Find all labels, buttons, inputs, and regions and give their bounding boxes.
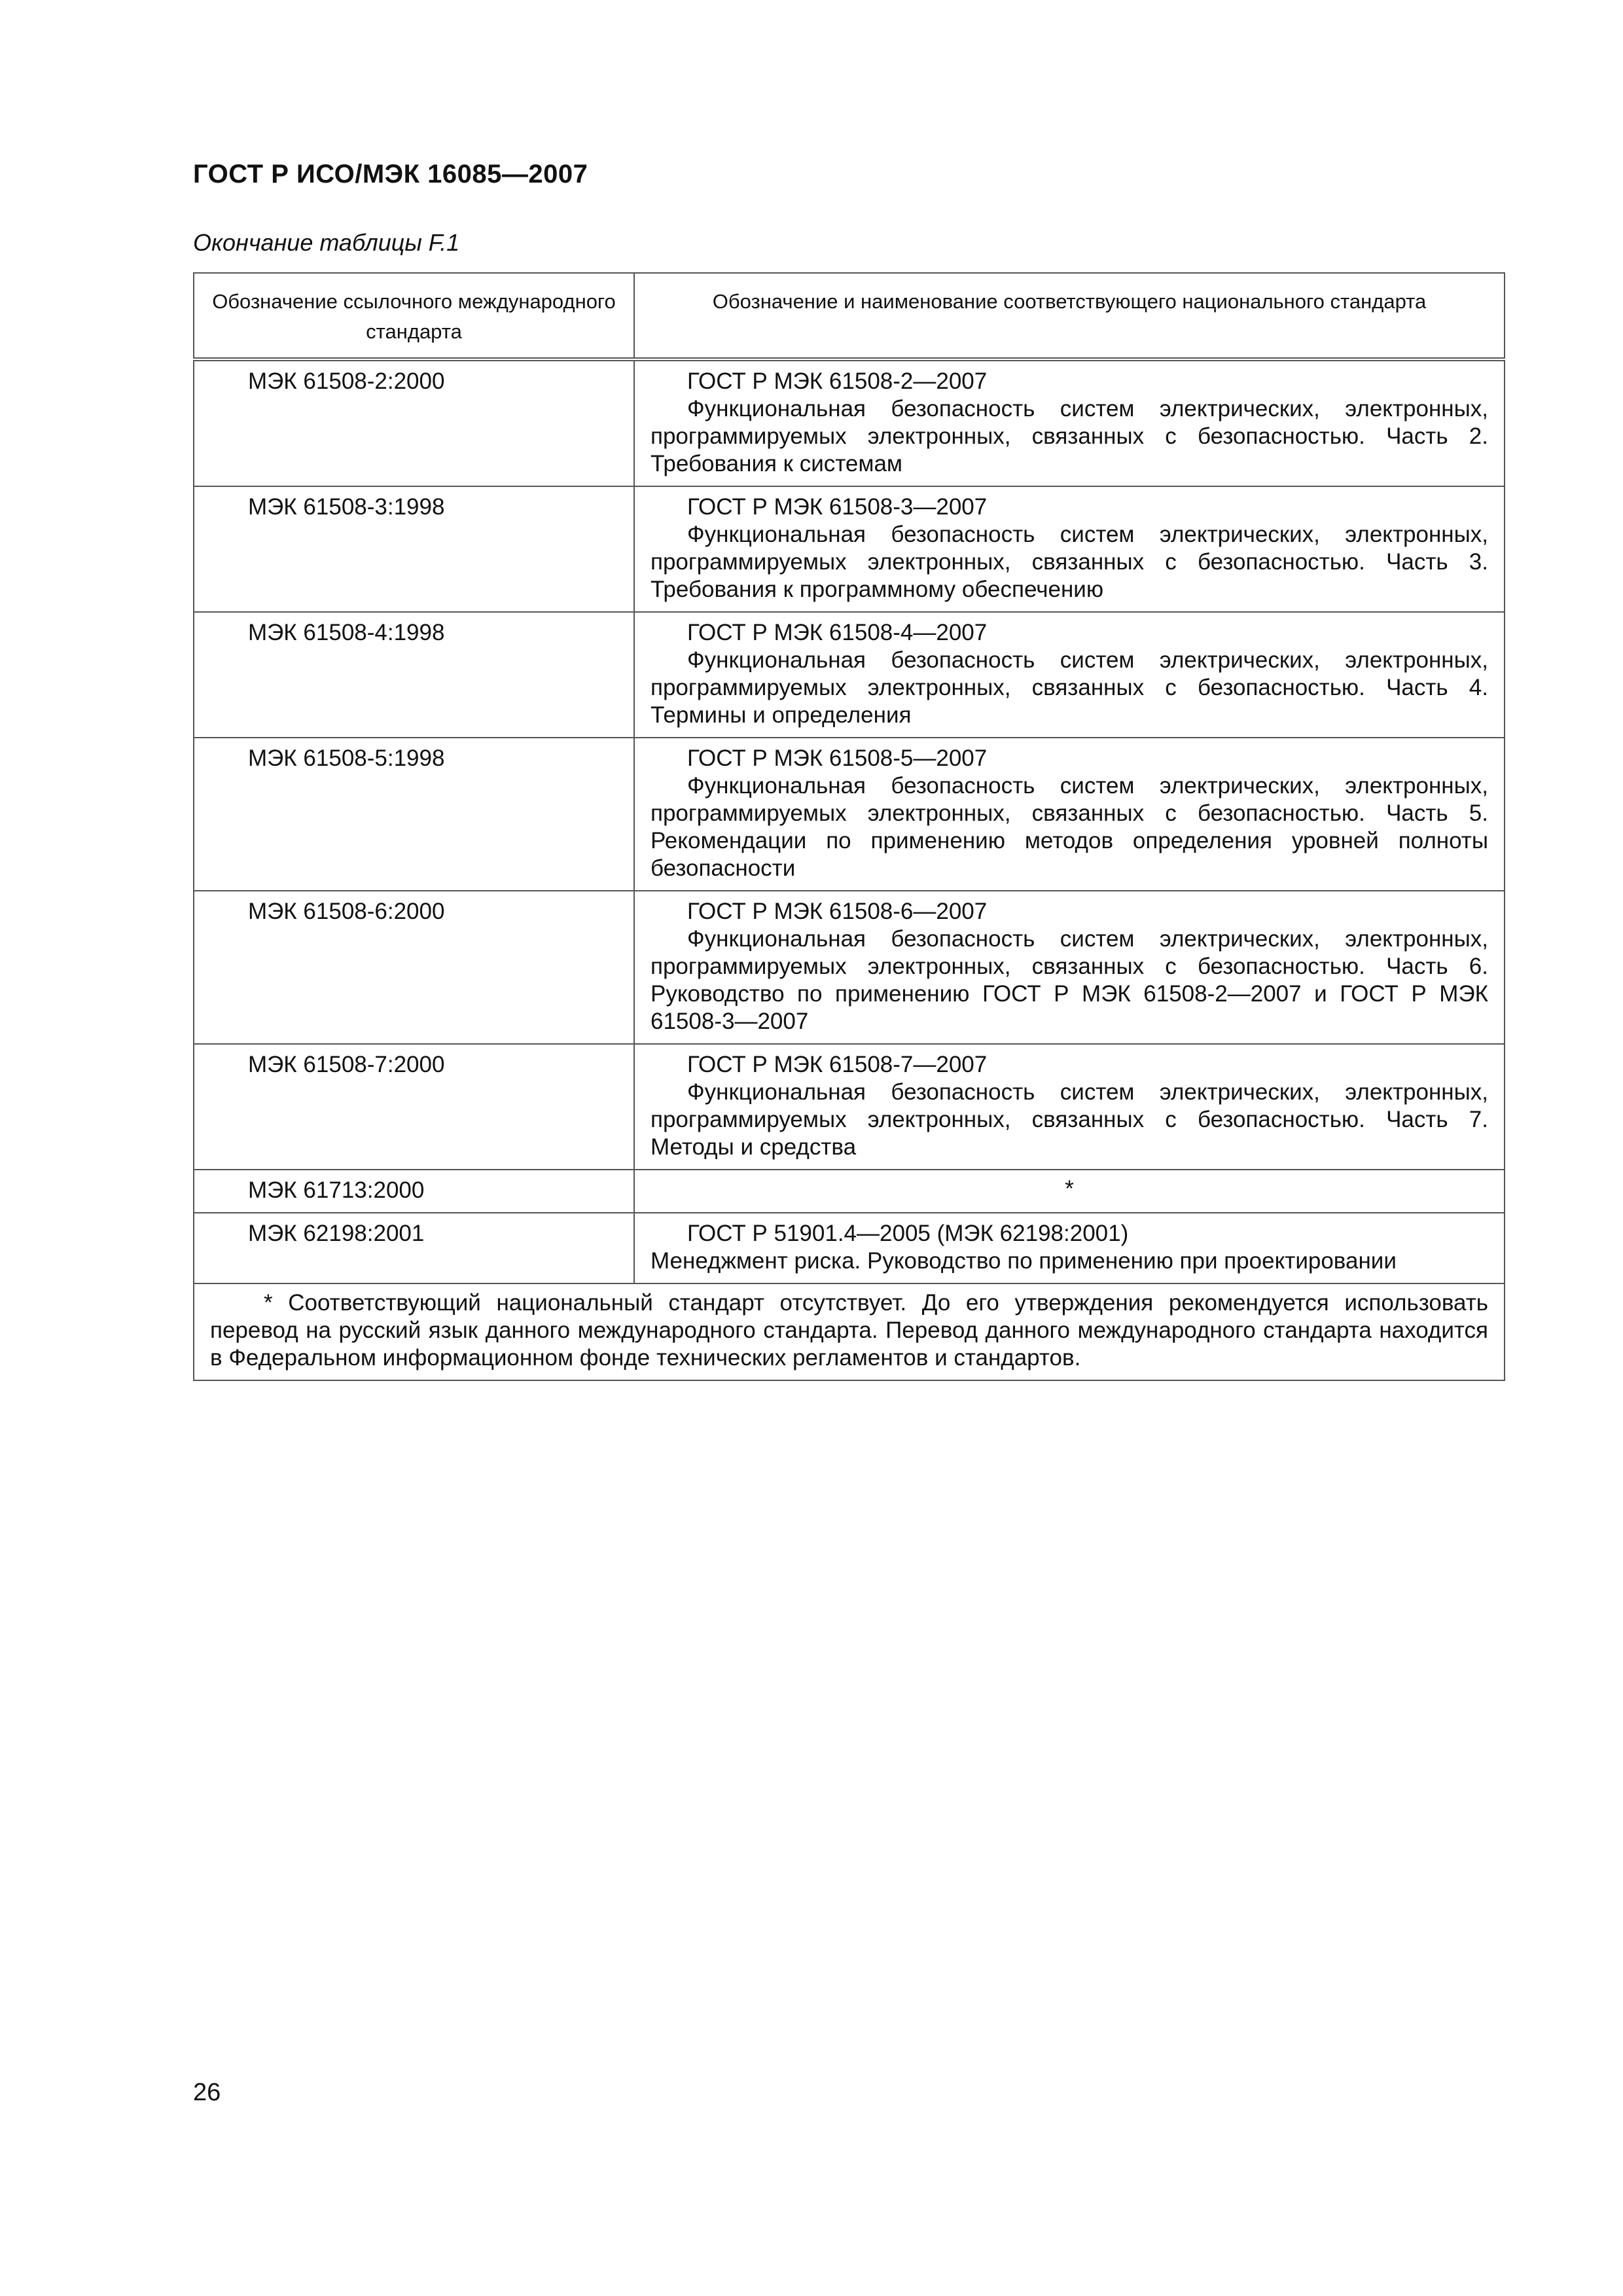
- table-row: [194, 1044, 1505, 1170]
- international-standard-cell: МЭК 61508-2:2000: [194, 359, 634, 486]
- no-national-standard-marker: *: [634, 1170, 1505, 1213]
- international-standard-cell: МЭК 62198:2001: [194, 1213, 634, 1283]
- international-standard-cell: МЭК 61508-5:1998: [194, 738, 634, 891]
- table-row: [194, 738, 1505, 891]
- national-standard-title: Функциональная безопасность систем электрических, электронных, программируемых электронных, связанных с безопасностью. Часть 3. Требования к программному обеспечению: [651, 522, 1488, 602]
- national-standard-code: ГОСТ Р МЭК 61508-4—2007: [687, 620, 988, 645]
- national-standard-code: ГОСТ Р МЭК 61508-2—2007: [687, 368, 988, 394]
- national-standard-cell: [634, 1213, 1505, 1283]
- national-standard-cell: [634, 1044, 1505, 1170]
- national-standard-code: ГОСТ Р МЭК 61508-6—2007: [687, 899, 988, 924]
- page-number: 26: [193, 2079, 221, 2106]
- national-standard-code: ГОСТ Р МЭК 61508-3—2007: [687, 494, 988, 520]
- national-standard-cell: [634, 486, 1505, 612]
- national-standard-cell: [634, 738, 1505, 891]
- column-header-international: Обозначение ссылочного международного стандарта: [194, 273, 634, 359]
- column-header-national: Обозначение и наименование соответствующего национального стандарта: [634, 273, 1505, 359]
- international-standard-cell: МЭК 61508-3:1998: [194, 486, 634, 612]
- table-row: [194, 486, 1505, 612]
- table-row: [194, 1213, 1505, 1283]
- national-standard-code: ГОСТ Р МЭК 61508-7—2007: [687, 1052, 988, 1077]
- national-standard-cell: [634, 612, 1505, 738]
- national-standard-title: Функциональная безопасность систем электрических, электронных, программируемых электронных, связанных с безопасностью. Часть 4. Термины и определения: [651, 647, 1488, 728]
- international-standard-cell: МЭК 61508-7:2000: [194, 1044, 634, 1170]
- table-footnote: * Соответствующий национальный стандарт отсутствует. До его утверждения рекомендуется использовать перевод на русский язык данного международного стандарта. Перевод данного международного стандарта находится в Федеральном информационном фонде технических регламентов и стандартов.: [194, 1283, 1505, 1380]
- national-standard-title: Менеджмент риска. Руководство по применению при проектировании: [651, 1248, 1397, 1274]
- table-row: [194, 359, 1505, 486]
- standards-reference-table: [193, 272, 1505, 1381]
- national-standard-title: Функциональная безопасность систем электрических, электронных, программируемых электронных, связанных с безопасностью. Часть 5. Рекомендации по применению методов определения уровней полноты безопасности: [651, 773, 1488, 881]
- national-standard-title: Функциональная безопасность систем электрических, электронных, программируемых электронных, связанных с безопасностью. Часть 7. Методы и средства: [651, 1079, 1488, 1160]
- table-row: [194, 612, 1505, 738]
- national-standard-cell: [634, 891, 1505, 1044]
- national-standard-cell: [634, 359, 1505, 486]
- national-standard-title: Функциональная безопасность систем электрических, электронных, программируемых электронных, связанных с безопасностью. Часть 6. Руководство по применению ГОСТ Р МЭК 61508-2—2007 и ГОСТ Р МЭК 61508-3—2007: [651, 926, 1488, 1034]
- table-row: [194, 891, 1505, 1044]
- table-header-row: [194, 273, 1505, 359]
- document-header: ГОСТ Р ИСО/МЭК 16085—2007: [193, 160, 588, 188]
- international-standard-cell: МЭК 61713:2000: [194, 1170, 634, 1213]
- international-standard-cell: МЭК 61508-4:1998: [194, 612, 634, 738]
- national-standard-code: ГОСТ Р 51901.4—2005 (МЭК 62198:2001): [687, 1221, 1129, 1246]
- international-standard-cell: МЭК 61508-6:2000: [194, 891, 634, 1044]
- national-standard-title: Функциональная безопасность систем электрических, электронных, программируемых электронных, связанных с безопасностью. Часть 2. Требования к системам: [651, 396, 1488, 476]
- table-caption: Окончание таблицы F.1: [193, 229, 460, 256]
- table-row: [194, 1170, 1505, 1213]
- footnote-row: [194, 1283, 1505, 1380]
- national-standard-code: ГОСТ Р МЭК 61508-5—2007: [687, 745, 988, 771]
